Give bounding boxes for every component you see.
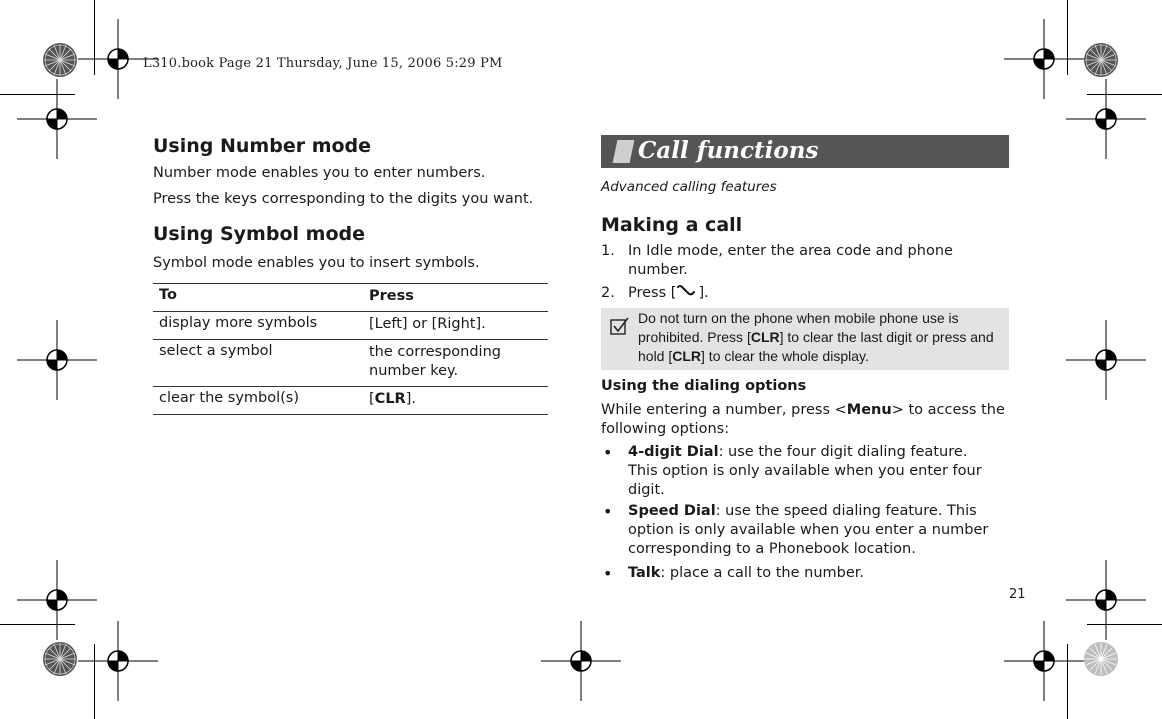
- note-box: [601, 308, 1009, 370]
- table-header-to: To: [159, 287, 177, 303]
- table-cell-to: display more symbols: [159, 315, 318, 331]
- bullet: •: [603, 564, 613, 583]
- list-item: Speed Dial: use the speed dialing feature. This option is only available when you enter a number corresponding to a Phonebook location.: [628, 503, 989, 557]
- checkbox-note-icon: [610, 317, 630, 335]
- table-header-press: Press: [369, 288, 414, 304]
- send-key-icon: [676, 284, 698, 298]
- step-1-text: In Idle mode, enter the area code and phone number.: [628, 243, 953, 278]
- section-title: Call functions: [638, 137, 819, 164]
- symbol-keys-table: [153, 283, 548, 415]
- table-cell-press: [CLR].: [369, 391, 416, 407]
- dialing-options-intro: While entering a number, press <Menu> to access the following options:: [601, 402, 1005, 437]
- step-2-text: Press [ ].: [628, 285, 709, 301]
- table-row: [153, 312, 548, 340]
- symbol-mode-heading: Using Symbol mode: [153, 223, 365, 245]
- table-header-row: [153, 283, 548, 312]
- bullet: •: [603, 502, 613, 521]
- dialing-options-heading: Using the dialing options: [601, 378, 807, 394]
- number-mode-desc: Number mode enables you to enter numbers.: [153, 165, 486, 181]
- table-cell-to: select a symbol: [159, 343, 273, 359]
- making-call-heading: Making a call: [601, 214, 743, 236]
- banner-accent: [613, 140, 635, 163]
- table-row: [153, 340, 548, 387]
- bullet: •: [603, 443, 613, 462]
- note-text: Do not turn on the phone when mobile phone use is prohibited. Press [CLR] to clear the last digit or press and hold [CLR] to clear the whole display.: [638, 310, 994, 364]
- symbol-mode-desc: Symbol mode enables you to insert symbols.: [153, 255, 480, 271]
- step-number: 2.: [601, 285, 615, 301]
- step-number: 1.: [601, 243, 615, 259]
- table-cell-to: clear the symbol(s): [159, 390, 300, 406]
- section-subtitle: Advanced calling features: [601, 179, 777, 195]
- table-row: [153, 387, 548, 415]
- page-number: 21: [1009, 587, 1026, 602]
- number-mode-heading: Using Number mode: [153, 135, 372, 157]
- book-header: L310.book Page 21 Thursday, June 15, 2006 5:29 PM: [143, 56, 503, 71]
- list-item: 4-digit Dial: use the four digit dialing feature. This option is only available when you enter four digit.: [628, 444, 982, 498]
- list-item: Talk: place a call to the number.: [628, 565, 864, 581]
- table-cell-press: [Left] or [Right].: [369, 316, 486, 332]
- section-banner: [601, 135, 1009, 168]
- table-cell-press: the corresponding number key.: [369, 344, 501, 379]
- number-mode-instruction: Press the keys corresponding to the digits you want.: [153, 191, 534, 207]
